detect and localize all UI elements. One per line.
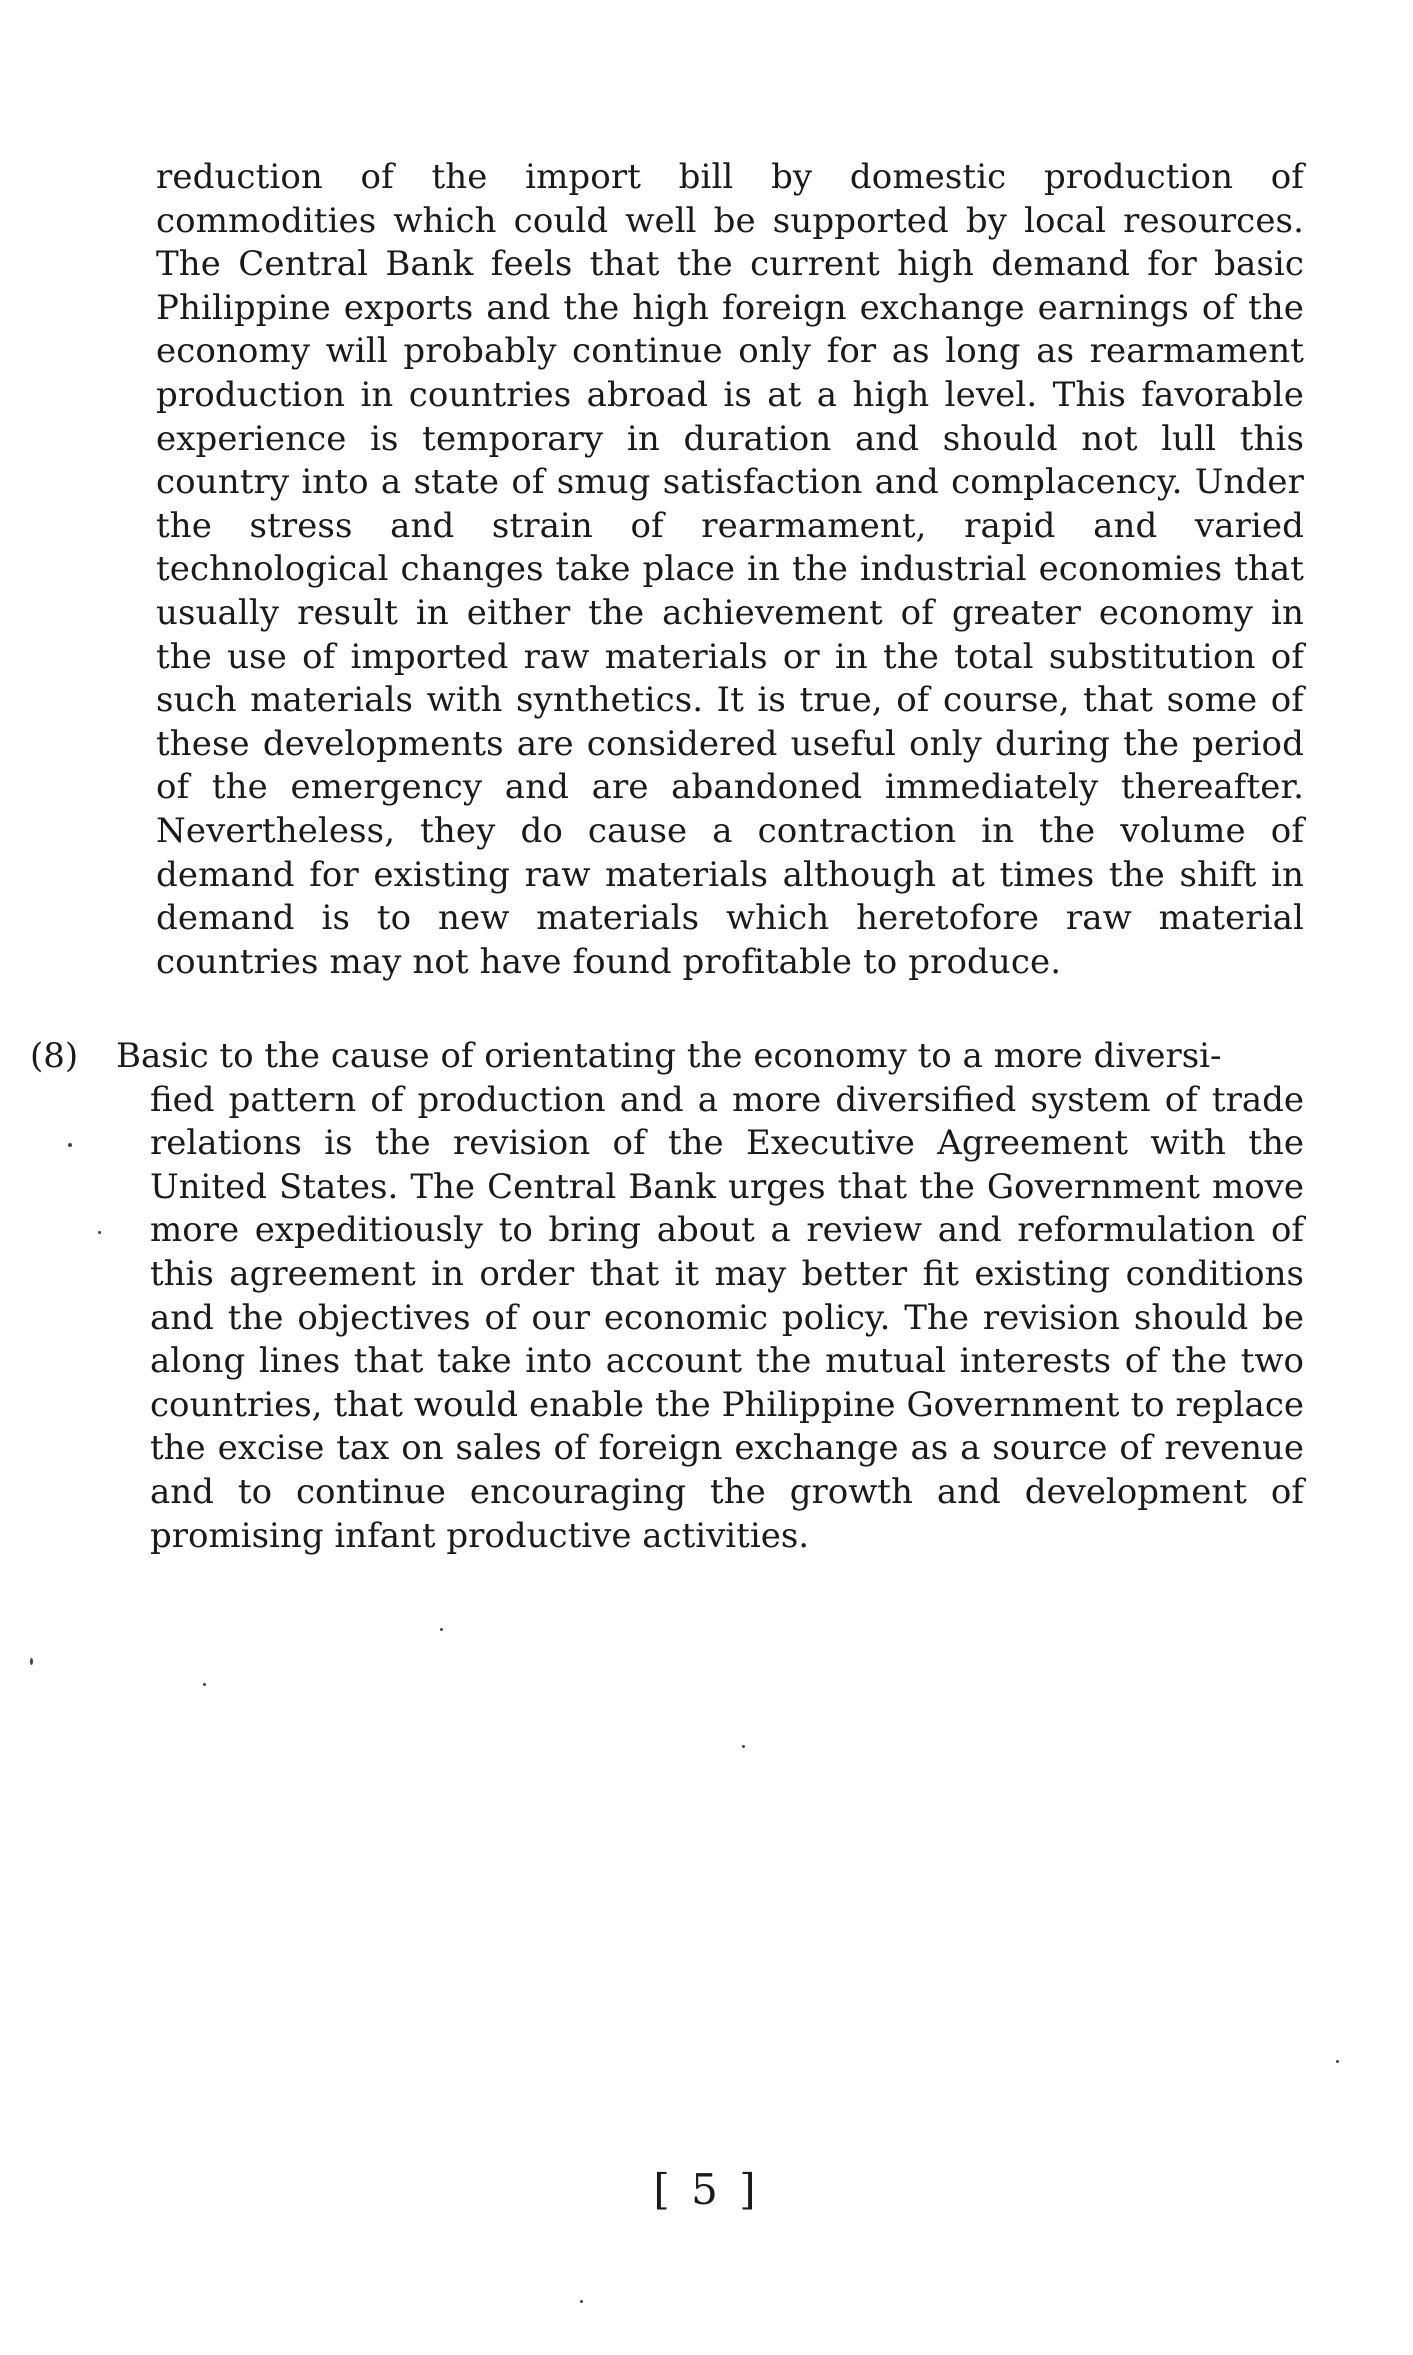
scan-speck [742, 1745, 745, 1748]
paragraph-continuation: reduction of the import bill by domestic production of commodities which could well be supported by local resources. The Central Bank feels that the current high demand for basic Philippine exports and the high foreign exchange earnings of the economy will probably continue only for as long as rearmament production in countries abroad is at a high level. This favorable experience is temporary in duration and should not lull this country into a state of smug satisfaction and complacency. Under the stress and strain of rearmament, rapid and varied technological changes take place in the industrial economies that usually result in either the achievement of greater economy in the use of imported raw materials or in the total substitution of such materials with synthetics. It is true, of course, that some of these developments are considered useful only during the period of the emergency and are abandoned immediately thereafter. Nevertheless, they do cause a contraction in the volume of demand for existing raw materials although at times the shift in demand is to new materials which heretofore raw material countries may not have found profitable to produce. [156, 157, 1304, 982]
scan-speck [98, 1231, 101, 1234]
page-number: [ 5 ] [653, 2165, 760, 2214]
scan-speck [580, 2300, 583, 2303]
scan-speck [203, 1683, 206, 1686]
item-text: fied pattern of production and a more diversified system of trade relations is the revision of the Executive Agreement with the United States. The Central Bank urges that the Government move more expeditiously to bring about a review and reformulation of this agreement in order that it may better fit existing conditions and the objectives of our economic policy. The revision should be along lines that take into account the mutual interests of the two countries, that would enable the Philippine Government to replace the excise tax on sales of foreign exchange as a source of revenue and to continue encouraging the growth and development of promising infant productive activities. [150, 1079, 1304, 1556]
scan-speck [30, 1658, 33, 1665]
scan-speck [1336, 2060, 1339, 2063]
scan-speck [440, 1628, 443, 1631]
scan-speck [68, 1143, 72, 1147]
item-number: (8) [30, 1036, 79, 1076]
item-first-line: Basic to the cause of orientating the economy to a more diversi- [116, 1036, 1222, 1076]
